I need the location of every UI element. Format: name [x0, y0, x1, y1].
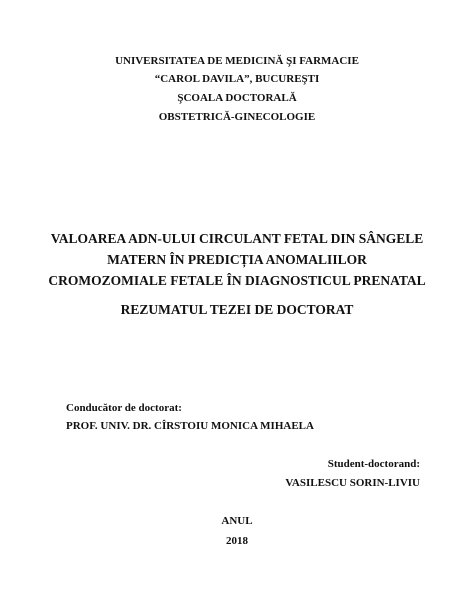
- university-line: UNIVERSITATEA DE MEDICINĂ ŞI FARMACIE: [115, 55, 359, 67]
- year-value: 2018: [226, 535, 248, 547]
- thesis-subtitle: REZUMATUL TEZEI DE DOCTORAT: [120, 302, 354, 317]
- supervisor-label: Conducător de doctorat:: [66, 402, 182, 414]
- thesis-title-line-1: VALOAREA ADN-ULUI CIRCULANT FETAL DIN SÂNGELE: [50, 231, 424, 246]
- department-line: OBSTETRICĂ-GINECOLOGIE: [158, 111, 316, 123]
- year-label: ANUL: [221, 515, 253, 527]
- university-name-line: “CAROL DAVILA”, BUCUREŞTI: [154, 73, 320, 85]
- school-line: ŞCOALA DOCTORALĂ: [177, 92, 297, 104]
- student-name: VASILESCU SORIN-LIVIU: [285, 477, 420, 489]
- thesis-title-line-2: MATERN ÎN PREDICȚIA ANOMALIILOR: [107, 252, 367, 267]
- student-label: Student-doctorand:: [327, 458, 420, 470]
- supervisor-name: PROF. UNIV. DR. CÎRSTOIU MONICA MIHAELA: [66, 420, 314, 432]
- thesis-title-line-3: CROMOZOMIALE FETALE ÎN DIAGNOSTICUL PRENATAL: [48, 273, 426, 288]
